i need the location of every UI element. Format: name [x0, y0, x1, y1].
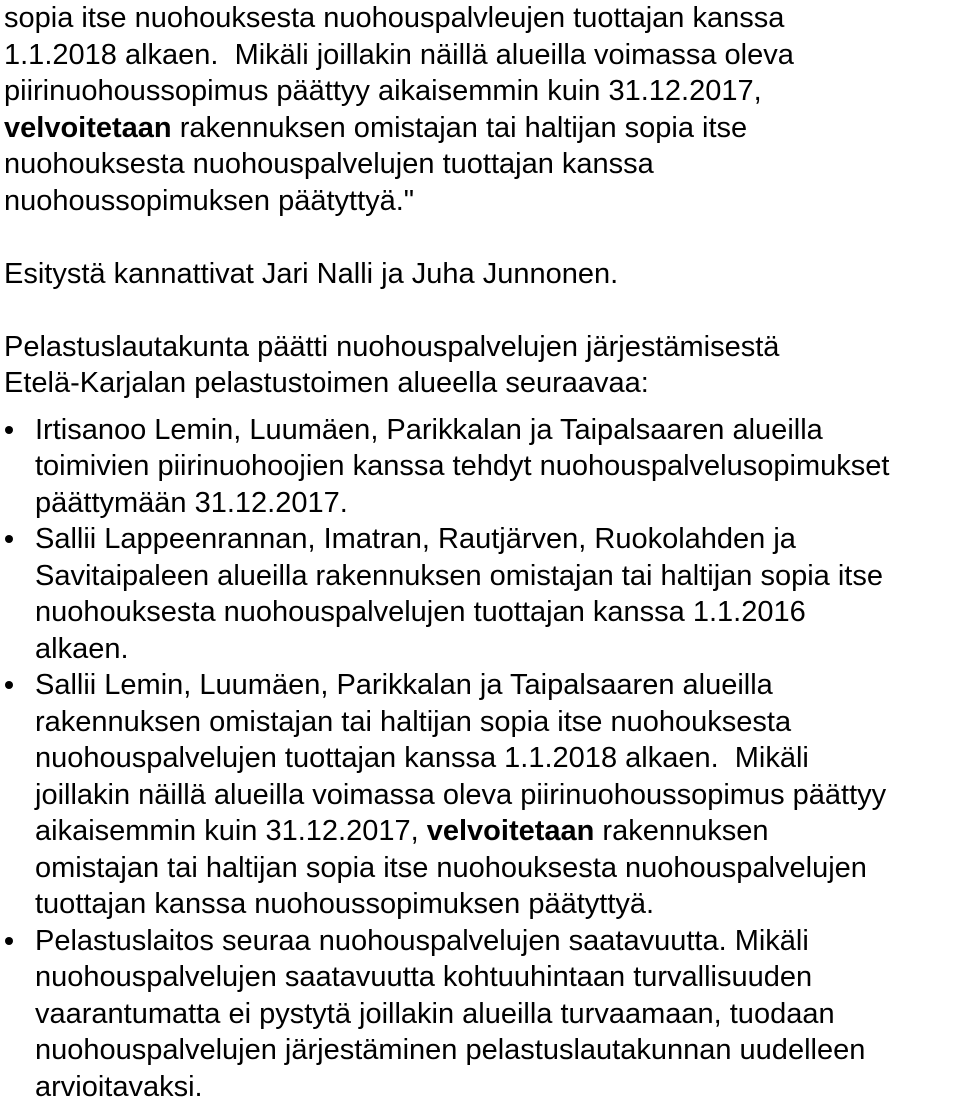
document-page — [4, 0, 956, 1105]
text-line: nuohouspalvelujen tuottajan kanssa 1.1.2018 alkaen. Mikäli — [35, 742, 809, 774]
text-line: piirinuohoussopimus päättyy aikaisemmin kuin 31.12.2017, — [4, 75, 762, 107]
bold-keyword: velvoitetaan — [426, 815, 595, 847]
text-line: sopia itse nuohouksesta nuohouspalvleujen tuottajan kanssa — [4, 2, 785, 34]
text-line: Sallii Lappeenrannan, Imatran, Rautjärven, Ruokolahden ja — [35, 523, 796, 555]
text-line: Pelastuslautakunta päätti nuohouspalvelujen järjestämisestä — [4, 330, 780, 363]
text-line: nuohouspalvelujen saatavuutta kohtuuhintaan turvallisuuden — [35, 961, 813, 993]
text-span: rakennuksen omistajan tai haltijan sopia itse — [171, 111, 748, 144]
text-line: 1.1.2018 alkaen. Mikäli joillakin näillä alueilla voimassa oleva — [4, 38, 794, 71]
bullet-item — [4, 412, 956, 522]
bullet-dot-icon — [5, 681, 13, 689]
text-line: omistajan tai haltijan sopia itse nuohouksesta nuohouspalvelujen — [35, 851, 867, 884]
decision-bullet-list — [4, 412, 956, 1106]
text-line: nuohoussopimuksen päätyttyä." — [4, 184, 415, 217]
bold-keyword: velvoitetaan — [4, 111, 172, 144]
text-line: rakennuksen omistajan tai haltijan sopia itse nuohouksesta — [35, 705, 792, 738]
bullet-dot-icon — [5, 937, 13, 945]
bullet-item — [4, 521, 956, 667]
paragraph-spacer — [4, 219, 956, 256]
text-line: Sallii Lemin, Luumäen, Parikkalan ja Taipalsaaren alueilla — [35, 669, 773, 701]
bullet-item — [4, 667, 956, 923]
text-span: rakennuksen — [594, 815, 769, 847]
text-line: Esitystä kannattivat Jari Nalli ja Juha Junnonen. — [4, 257, 619, 290]
bullet-dot-icon — [5, 426, 13, 434]
text-line: nuohouksesta nuohouspalvelujen tuottajan kanssa 1.1.2016 — [35, 596, 806, 628]
text-line: arvioitavaksi. — [35, 1070, 203, 1103]
text-line: Etelä-Karjalan pelastustoimen alueella seuraavaa: — [4, 367, 649, 399]
text-line: päättymään 31.12.2017. — [35, 486, 348, 519]
text-line: vaarantumatta ei pystytä joillakin alueilla turvaamaan, tuodaan — [35, 997, 835, 1030]
text-line: joillakin näillä alueilla voimassa oleva piirinuohoussopimus päättyy — [35, 778, 887, 811]
text-line: toimivien piirinuohoojien kanssa tehdyt nuohouspalvelusopimukset — [35, 450, 890, 482]
text-line: Savitaipaleen alueilla rakennuksen omistajan tai haltijan sopia itse — [35, 559, 883, 592]
paragraph-decision-intro — [4, 329, 956, 402]
text-line: nuohouksesta nuohouspalvelujen tuottajan kanssa — [4, 148, 654, 180]
text-line: Pelastuslaitos seuraa nuohouspalvelujen saatavuutta. Mikäli — [35, 924, 809, 957]
text-line: alkaen. — [35, 632, 129, 665]
paragraph-motion-text — [4, 0, 956, 219]
text-line — [4, 110, 956, 147]
paragraph-spacer — [4, 292, 956, 329]
bullet-item — [4, 923, 956, 1106]
text-line: nuohouspalvelujen järjestäminen pelastuslautakunnan uudelleen — [35, 1034, 866, 1066]
bullet-dot-icon — [5, 535, 13, 543]
text-line — [35, 813, 956, 850]
paragraph-support — [4, 256, 956, 293]
text-line: tuottajan kanssa nuohoussopimuksen päätyttyä. — [35, 888, 655, 920]
text-line: Irtisanoo Lemin, Luumäen, Parikkalan ja Taipalsaaren alueilla — [35, 413, 823, 446]
text-span: aikaisemmin kuin 31.12.2017, — [35, 815, 427, 847]
